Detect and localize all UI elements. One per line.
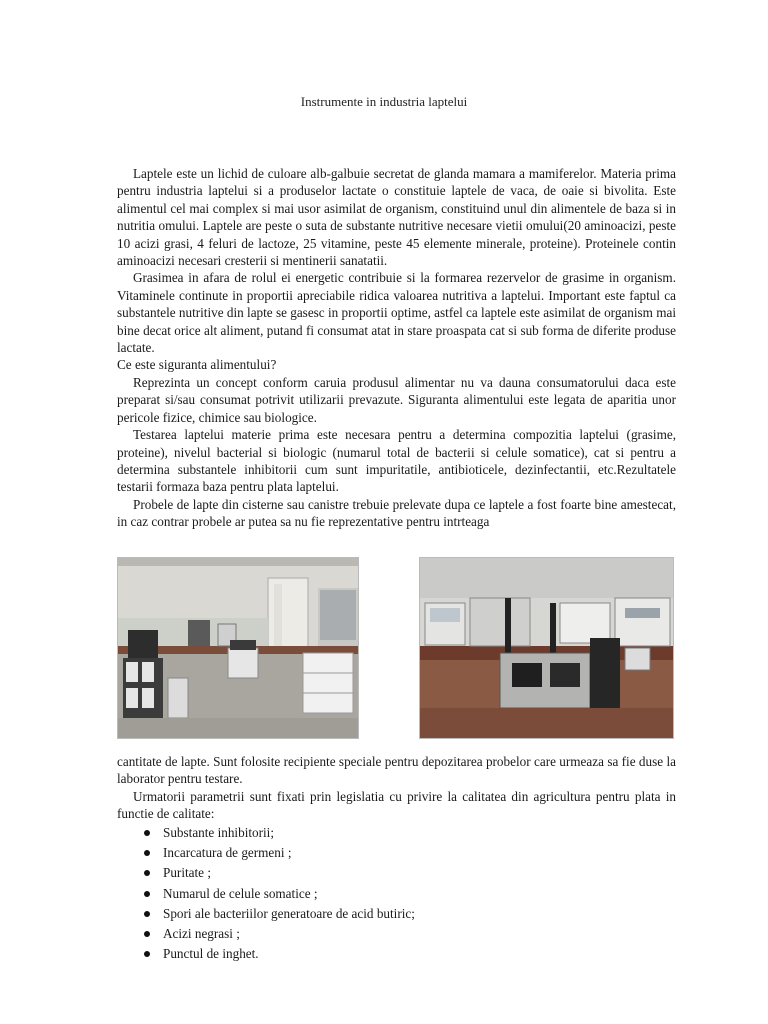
paragraph: Probele de lapte din cisterne sau canistre trebuie prelevate dupa ce laptele a fost foarte bine amestecat, in caz contrar probele ar putea sa nu fie reprezentative pentru intrteaga (117, 496, 676, 530)
list-item: Spori ale bacteriilor generatoare de acid butiric; (163, 904, 676, 924)
list-item: Numarul de celule somatice ; (163, 884, 676, 904)
laboratory-room-photo (117, 557, 359, 739)
paragraph: cantitate de lapte. Sunt folosite recipiente speciale pentru depozitarea probelor care urmeaza sa fie duse la laborator pentru testare. (117, 754, 676, 787)
body-text-top (117, 165, 676, 531)
list-item: Incarcatura de germeni ; (163, 843, 676, 863)
paragraph: Laptele este un lichid de culoare alb-galbuie secretat de glanda mamara a mamiferelor. Materia prima pentru industria laptelui si a produselor lactate o constituie laptele de vaca, de oaie si bivolita. Este alimentul cel mai complex si mai usor asimilat de organism, constituind unul din alimentele de baza si in nutritia omului. Laptele are peste o suta de substante nutritive necesare vietii omului(20 aminoacizi, peste 10 acizi grasi, 4 feluri de lactoze, 25 vitamine, peste 45 elemente minerale, proteine). Proteinele contin aminoacizi necesari cresterii si mentinerii sanatatii. (117, 166, 676, 269)
laboratory-instruments-photo (419, 557, 674, 739)
parameters-list (117, 823, 676, 965)
paragraph: Ce este siguranta alimentului? (117, 357, 277, 373)
paragraph: Reprezinta un concept conform caruia produsul alimentar nu va dauna consumatorului daca este preparat si/sau consumat potrivit utilizarii prevazute. Siguranta alimentului este legata de aparitia unor pericole fizice, chimice sau biologice. (117, 374, 676, 425)
list-item: Puritate ; (163, 863, 676, 883)
paragraph: Grasimea in afara de rolul ei energetic contribuie si la formarea rezervelor de grasime in organism. Vitaminele continute in proportii apreciabile ridica valoarea nutritiva a laptelui. Important este faptul ca substantele nutritive din lapte se gasesc in proportii optime, astfel ca laptele este asimilat de organism mai bine decat orice alt aliment, putand fi consumat atat in stare proaspata cat si sub forma de diferite produse lactate. (117, 270, 676, 356)
paragraph: Testarea laptelui materie prima este necesara pentru a determina compozitia laptelui (grasime, proteine), nivelul bacterial si biologic (numarul total de bacterii si celule somatice), cat si pentru a determina substantele inhibitorii cum sunt impuritatile, antibioticele, dezinfectantii, etc.Rezultatele testarii formaza baza pentru plata laptelui. (117, 427, 676, 495)
document-title: Instrumente in industria laptelui (300, 94, 468, 109)
list-item: Substante inhibitorii; (163, 823, 676, 843)
list-item: Acizi negrasi ; (163, 924, 676, 944)
body-text-bottom (117, 753, 676, 965)
list-item: Punctul de inghet. (163, 944, 676, 964)
paragraph: Urmatorii parametrii sunt fixati prin legislatia cu privire la calitatea din agricultura pentru plata in functie de calitate: (117, 788, 676, 822)
